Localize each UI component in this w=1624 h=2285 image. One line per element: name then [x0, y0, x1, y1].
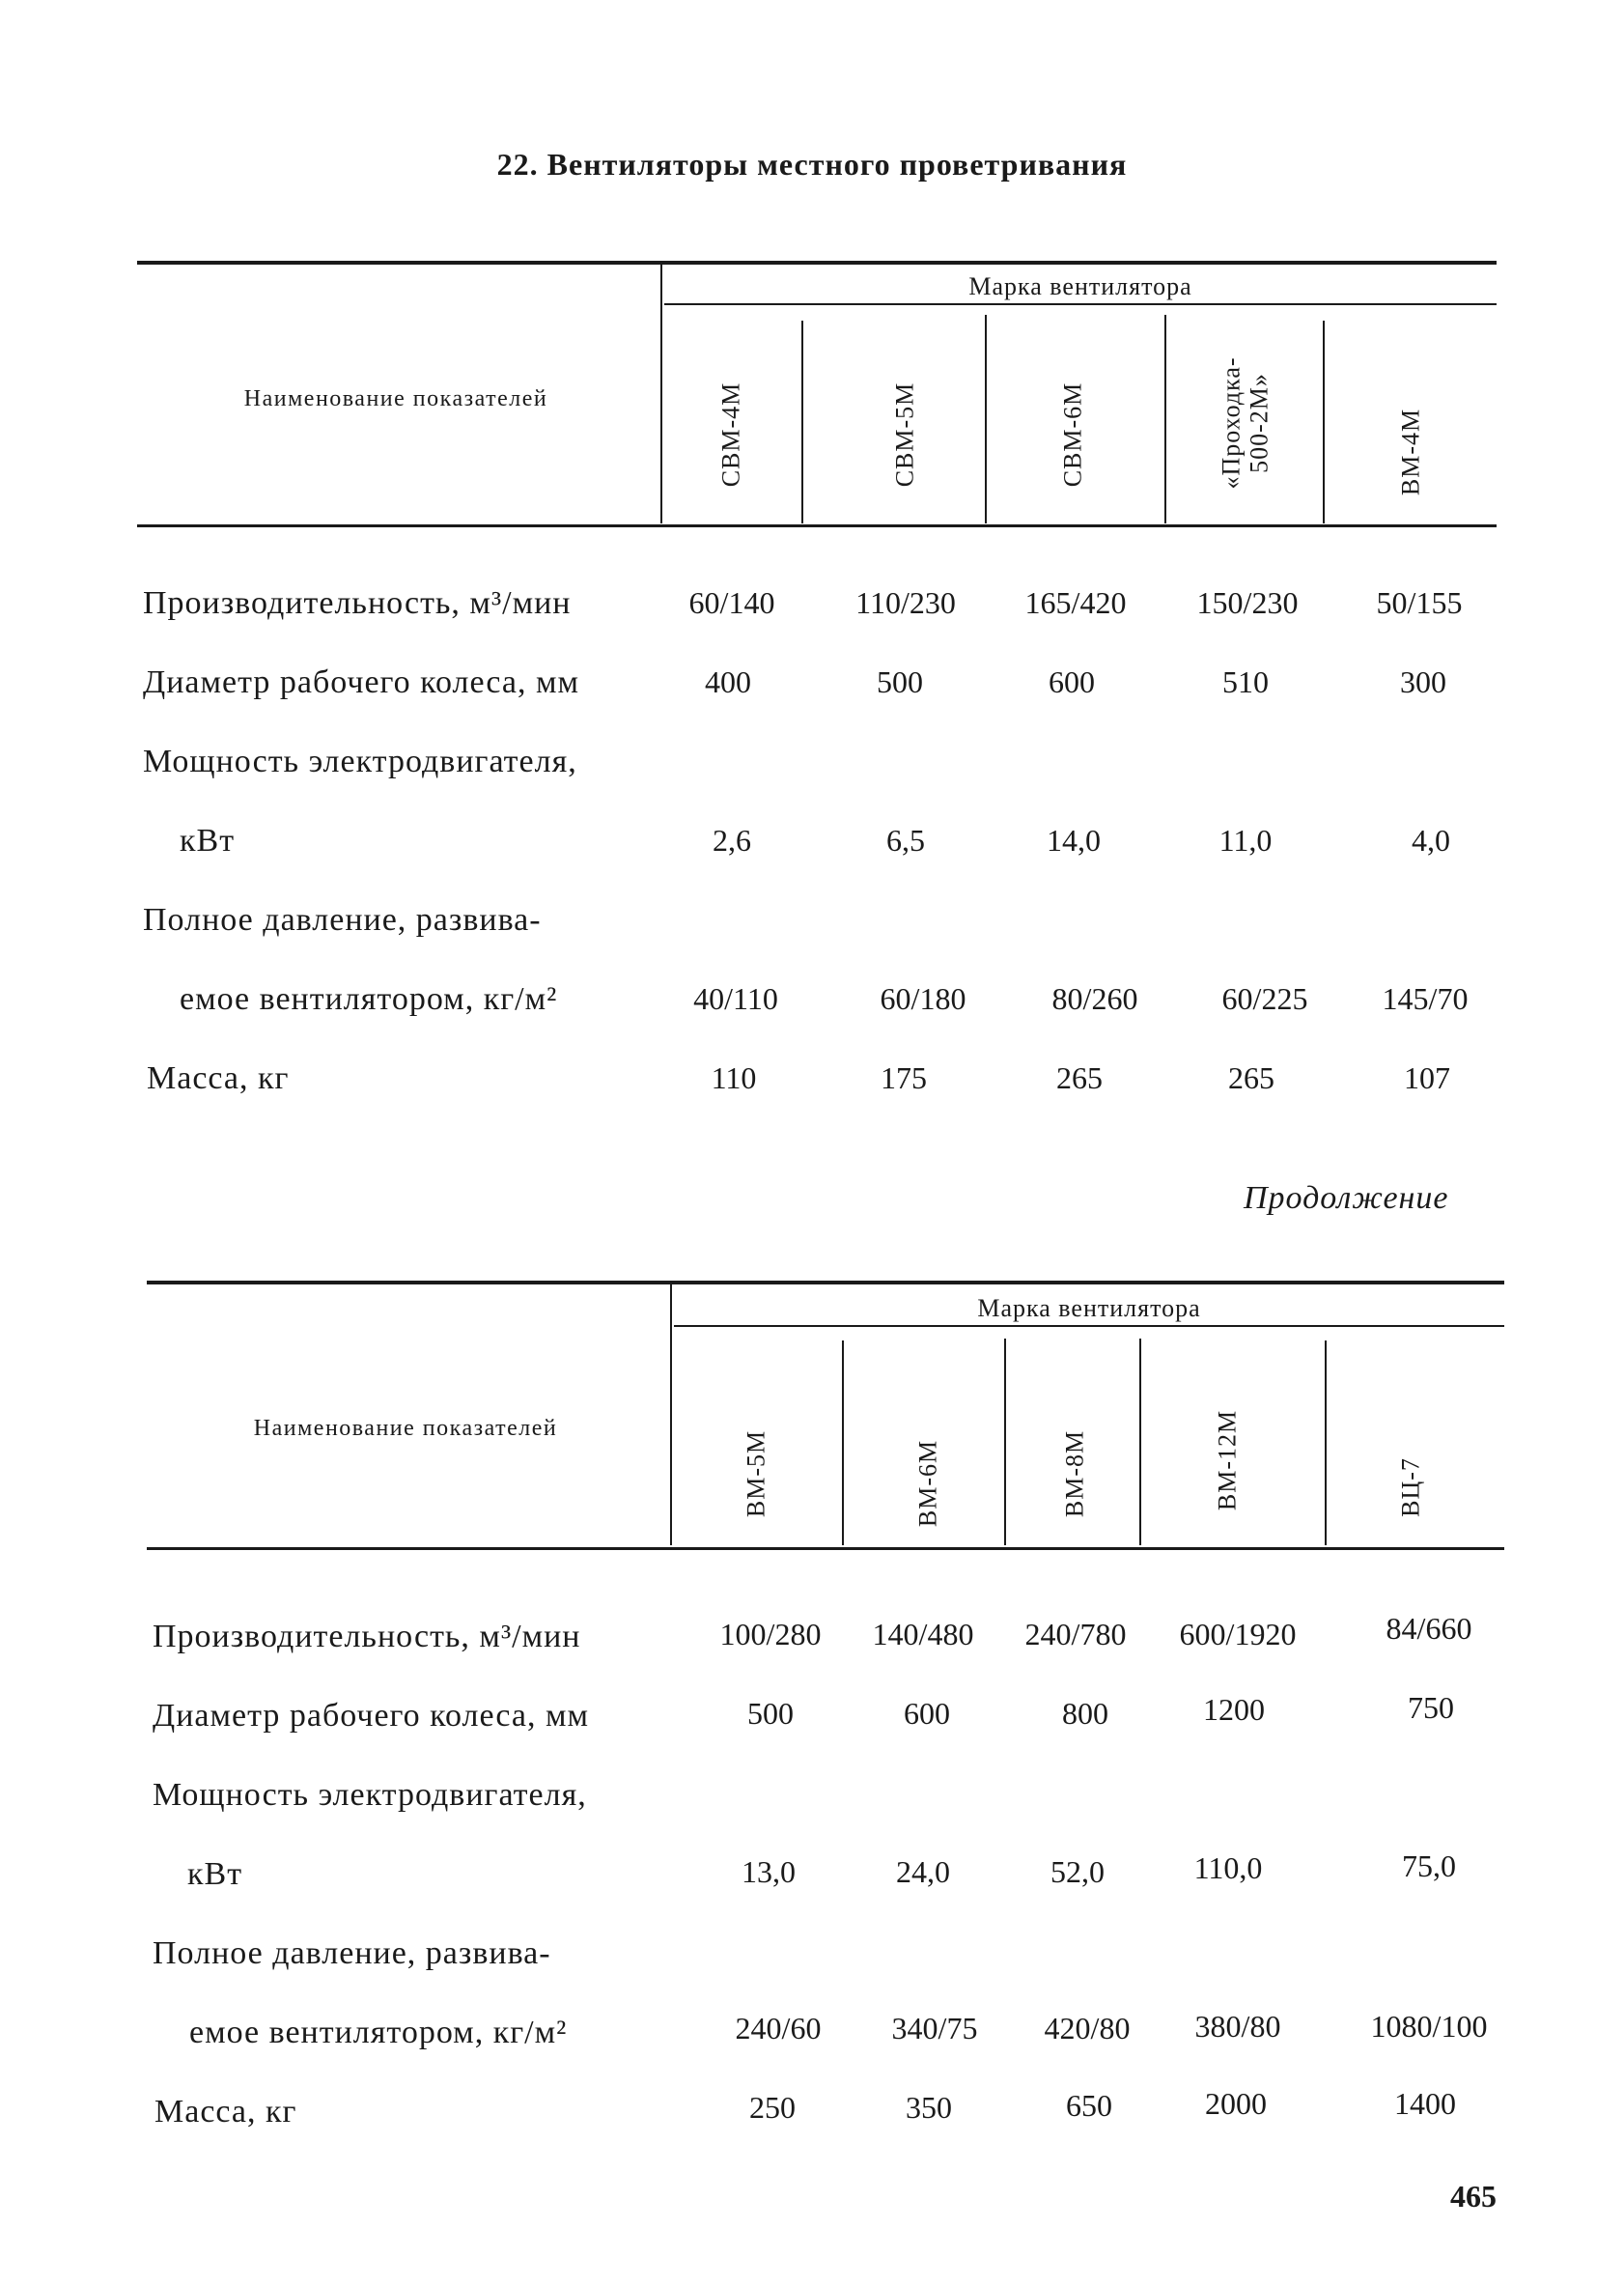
- page-number: 465: [1450, 2179, 1497, 2214]
- column-header: ВМ-6М: [913, 1439, 942, 1528]
- column-header: ВМ-8М: [1060, 1429, 1089, 1518]
- header-divider: [670, 1283, 672, 1545]
- column-header: СВМ-4М: [716, 381, 745, 488]
- table-cell: 13,0: [742, 1854, 796, 1889]
- continuation-label: Продолжение: [1244, 1180, 1449, 1216]
- table-cell: 265: [1228, 1060, 1274, 1095]
- table-cell: 75,0: [1402, 1848, 1456, 1883]
- table-cell: 2000: [1205, 2086, 1267, 2121]
- row-label: Масса, кг: [147, 1060, 290, 1096]
- table-cell: 140/480: [872, 1617, 974, 1651]
- table-cell: 600: [1049, 664, 1095, 699]
- row-label: Мощность электродвигателя,: [143, 744, 577, 779]
- group-label: Марка вентилятора: [977, 1294, 1201, 1322]
- group-underline: [674, 1325, 1504, 1327]
- column-divider: [842, 1340, 844, 1545]
- table-cell: 150/230: [1196, 585, 1299, 620]
- table-cell: 84/660: [1386, 1611, 1472, 1646]
- table-cell: 500: [747, 1696, 794, 1731]
- row-label: Полное давление, развива-: [143, 902, 542, 938]
- row-label: Масса, кг: [154, 2094, 297, 2130]
- group-label: Марка вентилятора: [968, 272, 1192, 300]
- table-cell: 100/280: [719, 1617, 822, 1651]
- table-cell: 60/225: [1221, 981, 1308, 1016]
- row-label: Диаметр рабочего колеса, мм: [143, 664, 580, 700]
- table-cell: 600: [904, 1696, 950, 1731]
- column-header: ВМ-5М: [742, 1429, 770, 1518]
- row-label: емое вентилятором, кг/м²: [189, 2015, 568, 2050]
- table-cell: 750: [1408, 1690, 1454, 1725]
- table-cell: 240/780: [1024, 1617, 1127, 1651]
- column-header: ВМ-4М: [1396, 408, 1425, 496]
- header-bottom-rule: [147, 1547, 1504, 1550]
- column-header: ВМ-12М: [1213, 1409, 1242, 1511]
- column-divider: [1323, 321, 1325, 523]
- table-cell: 1400: [1394, 2086, 1456, 2121]
- table-cell: 600/1920: [1179, 1617, 1297, 1651]
- header-bottom-rule: [137, 524, 1497, 527]
- table-cell: 110: [711, 1060, 757, 1095]
- table-cell: 420/80: [1044, 2011, 1131, 2045]
- header-divider: [660, 263, 662, 523]
- table-cell: 400: [705, 664, 751, 699]
- table-cell: 1080/100: [1370, 2009, 1488, 2044]
- table-cell: 265: [1056, 1060, 1103, 1095]
- table-cell: 60/180: [880, 981, 966, 1016]
- table-cell: 11,0: [1218, 823, 1273, 858]
- table-cell: 110,0: [1193, 1850, 1263, 1885]
- table-cell: 50/155: [1376, 585, 1463, 620]
- group-underline: [664, 303, 1497, 305]
- table-cell: 40/110: [693, 981, 778, 1016]
- table-cell: 340/75: [891, 2011, 978, 2045]
- table-top-rule: [137, 261, 1497, 265]
- table-cell: 60/140: [688, 585, 775, 620]
- row-label: кВт: [187, 1856, 243, 1892]
- table-cell: 175: [881, 1060, 927, 1095]
- row-label: Производительность, м³/мин: [153, 1619, 581, 1654]
- table-cell: 4,0: [1412, 823, 1450, 858]
- column-divider: [801, 321, 803, 523]
- table-cell: 250: [749, 2090, 796, 2125]
- table-cell: 2,6: [713, 823, 751, 858]
- column-divider: [1164, 315, 1166, 523]
- row-label: емое вентилятором, кг/м²: [180, 981, 558, 1017]
- table-cell: 800: [1062, 1696, 1108, 1731]
- table-top-rule: [147, 1281, 1504, 1284]
- table-cell: 6,5: [886, 823, 925, 858]
- table-cell: 52,0: [1050, 1854, 1105, 1889]
- table-cell: 1200: [1203, 1692, 1265, 1727]
- row-label: Диаметр рабочего колеса, мм: [153, 1698, 590, 1734]
- column-header: СВМ-5М: [890, 381, 919, 488]
- table-cell: 24,0: [896, 1854, 950, 1889]
- table-cell: 14,0: [1047, 823, 1101, 858]
- table-cell: 240/60: [735, 2011, 822, 2045]
- table-cell: 110/230: [855, 585, 956, 620]
- column-header: СВМ-6М: [1058, 381, 1087, 488]
- table-cell: 350: [906, 2090, 952, 2125]
- table-cell: 145/70: [1382, 981, 1469, 1016]
- column-header: «Проходка- 500-2М»: [1217, 356, 1273, 490]
- table-cell: 107: [1404, 1060, 1450, 1095]
- table-cell: 80/260: [1051, 981, 1138, 1016]
- column-divider: [1325, 1340, 1327, 1545]
- header-label: Наименование показателей: [253, 1416, 558, 1441]
- row-label: кВт: [180, 823, 236, 859]
- table-cell: 380/80: [1194, 2009, 1281, 2044]
- column-divider: [1139, 1339, 1141, 1545]
- table-cell: 500: [877, 664, 923, 699]
- table-cell: 650: [1066, 2088, 1112, 2123]
- table-cell: 300: [1400, 664, 1446, 699]
- column-divider: [985, 315, 987, 523]
- row-label: Мощность электродвигателя,: [153, 1777, 587, 1813]
- table-cell: 165/420: [1024, 585, 1127, 620]
- table-cell: 510: [1222, 664, 1269, 699]
- column-divider: [1004, 1339, 1006, 1545]
- page-title: 22. Вентиляторы местного проветривания: [496, 147, 1128, 182]
- row-label: Производительность, м³/мин: [143, 585, 572, 621]
- header-label: Наименование показателей: [243, 386, 548, 411]
- row-label: Полное давление, развива-: [153, 1935, 551, 1971]
- column-header: ВЦ-7: [1396, 1457, 1425, 1517]
